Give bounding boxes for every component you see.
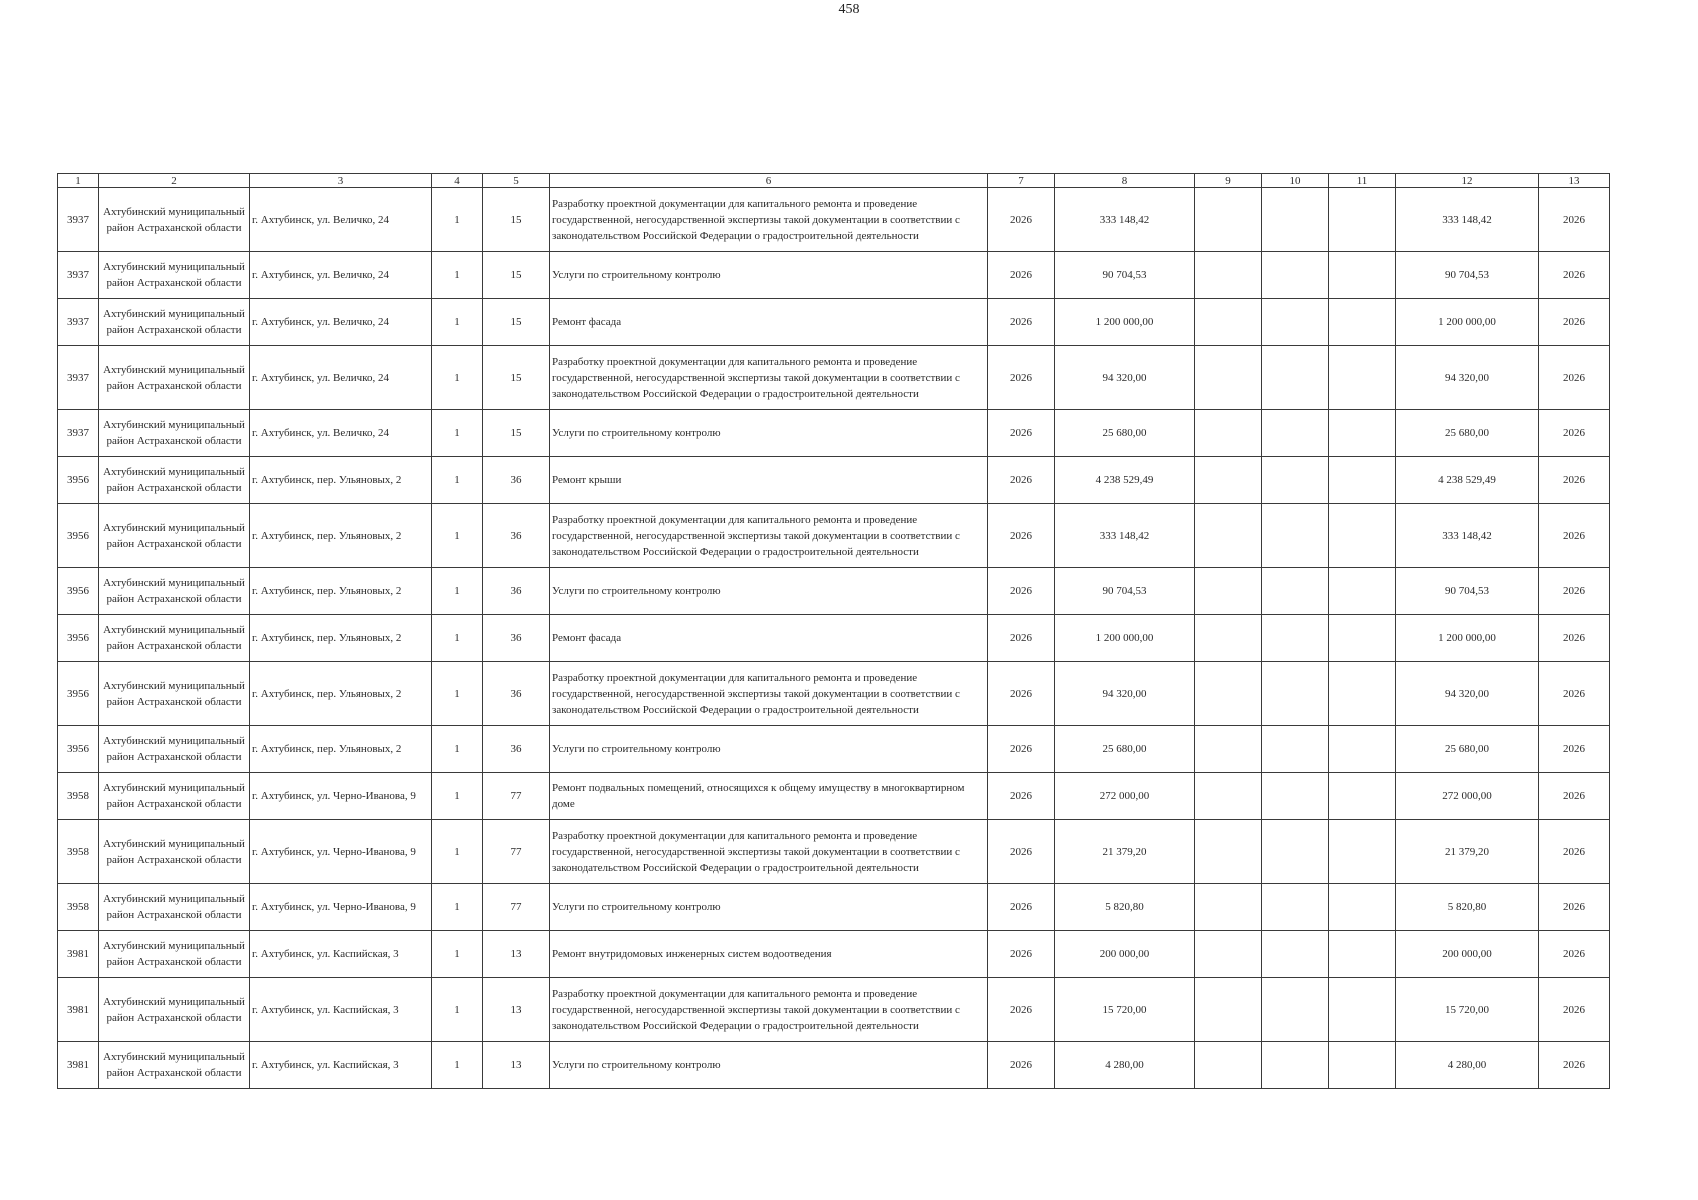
column-9-cell — [1195, 978, 1262, 1042]
column-10-cell — [1262, 931, 1329, 978]
address-cell: г. Ахтубинск, ул. Черно-Иванова, 9 — [250, 884, 432, 931]
column-5-cell: 36 — [483, 457, 550, 504]
column-header: 12 — [1396, 174, 1539, 188]
row-id-cell: 3937 — [58, 299, 99, 346]
column-9-cell — [1195, 346, 1262, 410]
column-5-cell: 36 — [483, 504, 550, 568]
column-11-cell — [1329, 884, 1396, 931]
year-cell: 2026 — [988, 252, 1055, 299]
amount-cell: 1 200 000,00 — [1055, 615, 1195, 662]
table-row — [58, 252, 1610, 299]
column-4-cell: 1 — [432, 346, 483, 410]
column-header: 8 — [1055, 174, 1195, 188]
column-9-cell — [1195, 773, 1262, 820]
year-cell: 2026 — [988, 299, 1055, 346]
column-5-cell: 13 — [483, 931, 550, 978]
column-number-row — [58, 174, 1610, 188]
end-year-cell: 2026 — [1539, 884, 1610, 931]
column-10-cell — [1262, 252, 1329, 299]
total-cell: 1 200 000,00 — [1396, 299, 1539, 346]
column-4-cell: 1 — [432, 504, 483, 568]
table-row — [58, 978, 1610, 1042]
amount-cell: 272 000,00 — [1055, 773, 1195, 820]
work-type-cell: Разработку проектной документации для капитального ремонта и проведение государственной, негосударственной экспертизы такой документации в соответствии с законодательством Российской Федерации о градостроительной деятельности — [550, 662, 988, 726]
column-11-cell — [1329, 978, 1396, 1042]
amount-cell: 90 704,53 — [1055, 568, 1195, 615]
year-cell: 2026 — [988, 884, 1055, 931]
column-header: 9 — [1195, 174, 1262, 188]
column-5-cell: 15 — [483, 410, 550, 457]
total-cell: 1 200 000,00 — [1396, 615, 1539, 662]
district-cell: Ахтубинский муниципальный район Астраханской области — [99, 188, 250, 252]
district-cell: Ахтубинский муниципальный район Астраханской области — [99, 820, 250, 884]
column-10-cell — [1262, 820, 1329, 884]
capital-repair-table — [57, 173, 1610, 1089]
total-cell: 21 379,20 — [1396, 820, 1539, 884]
end-year-cell: 2026 — [1539, 773, 1610, 820]
table-row — [58, 773, 1610, 820]
amount-cell: 4 280,00 — [1055, 1042, 1195, 1089]
year-cell: 2026 — [988, 188, 1055, 252]
column-4-cell: 1 — [432, 410, 483, 457]
year-cell: 2026 — [988, 457, 1055, 504]
column-4-cell: 1 — [432, 568, 483, 615]
amount-cell: 333 148,42 — [1055, 504, 1195, 568]
table-row — [58, 188, 1610, 252]
year-cell: 2026 — [988, 504, 1055, 568]
column-4-cell: 1 — [432, 252, 483, 299]
end-year-cell: 2026 — [1539, 662, 1610, 726]
column-10-cell — [1262, 457, 1329, 504]
total-cell: 15 720,00 — [1396, 978, 1539, 1042]
row-id-cell: 3937 — [58, 252, 99, 299]
address-cell: г. Ахтубинск, пер. Ульяновых, 2 — [250, 457, 432, 504]
column-4-cell: 1 — [432, 299, 483, 346]
column-11-cell — [1329, 820, 1396, 884]
column-11-cell — [1329, 457, 1396, 504]
end-year-cell: 2026 — [1539, 457, 1610, 504]
work-type-cell: Услуги по строительному контролю — [550, 410, 988, 457]
table-row — [58, 504, 1610, 568]
amount-cell: 21 379,20 — [1055, 820, 1195, 884]
amount-cell: 90 704,53 — [1055, 252, 1195, 299]
year-cell: 2026 — [988, 773, 1055, 820]
address-cell: г. Ахтубинск, пер. Ульяновых, 2 — [250, 662, 432, 726]
work-type-cell: Услуги по строительному контролю — [550, 252, 988, 299]
address-cell: г. Ахтубинск, ул. Каспийская, 3 — [250, 931, 432, 978]
end-year-cell: 2026 — [1539, 615, 1610, 662]
column-5-cell: 77 — [483, 773, 550, 820]
column-header: 3 — [250, 174, 432, 188]
column-9-cell — [1195, 884, 1262, 931]
amount-cell: 4 238 529,49 — [1055, 457, 1195, 504]
column-4-cell: 1 — [432, 884, 483, 931]
column-5-cell: 36 — [483, 662, 550, 726]
table-row — [58, 299, 1610, 346]
year-cell: 2026 — [988, 1042, 1055, 1089]
column-11-cell — [1329, 662, 1396, 726]
end-year-cell: 2026 — [1539, 978, 1610, 1042]
end-year-cell: 2026 — [1539, 726, 1610, 773]
amount-cell: 25 680,00 — [1055, 410, 1195, 457]
work-type-cell: Ремонт внутридомовых инженерных систем водоотведения — [550, 931, 988, 978]
column-header: 5 — [483, 174, 550, 188]
column-10-cell — [1262, 299, 1329, 346]
column-4-cell: 1 — [432, 188, 483, 252]
column-11-cell — [1329, 346, 1396, 410]
end-year-cell: 2026 — [1539, 252, 1610, 299]
column-9-cell — [1195, 410, 1262, 457]
total-cell: 94 320,00 — [1396, 662, 1539, 726]
row-id-cell: 3981 — [58, 1042, 99, 1089]
end-year-cell: 2026 — [1539, 188, 1610, 252]
total-cell: 90 704,53 — [1396, 252, 1539, 299]
address-cell: г. Ахтубинск, ул. Каспийская, 3 — [250, 978, 432, 1042]
column-10-cell — [1262, 568, 1329, 615]
column-10-cell — [1262, 346, 1329, 410]
work-type-cell: Ремонт крыши — [550, 457, 988, 504]
row-id-cell: 3937 — [58, 346, 99, 410]
end-year-cell: 2026 — [1539, 299, 1610, 346]
column-4-cell: 1 — [432, 1042, 483, 1089]
row-id-cell: 3937 — [58, 410, 99, 457]
address-cell: г. Ахтубинск, пер. Ульяновых, 2 — [250, 504, 432, 568]
address-cell: г. Ахтубинск, ул. Черно-Иванова, 9 — [250, 773, 432, 820]
year-cell: 2026 — [988, 410, 1055, 457]
row-id-cell: 3958 — [58, 884, 99, 931]
column-9-cell — [1195, 662, 1262, 726]
district-cell: Ахтубинский муниципальный район Астраханской области — [99, 410, 250, 457]
column-10-cell — [1262, 978, 1329, 1042]
total-cell: 4 280,00 — [1396, 1042, 1539, 1089]
work-type-cell: Услуги по строительному контролю — [550, 884, 988, 931]
column-4-cell: 1 — [432, 615, 483, 662]
district-cell: Ахтубинский муниципальный район Астраханской области — [99, 568, 250, 615]
district-cell: Ахтубинский муниципальный район Астраханской области — [99, 615, 250, 662]
column-4-cell: 1 — [432, 978, 483, 1042]
column-11-cell — [1329, 1042, 1396, 1089]
end-year-cell: 2026 — [1539, 346, 1610, 410]
column-header: 1 — [58, 174, 99, 188]
column-10-cell — [1262, 726, 1329, 773]
column-10-cell — [1262, 410, 1329, 457]
table-row — [58, 662, 1610, 726]
work-type-cell: Услуги по строительному контролю — [550, 568, 988, 615]
column-5-cell: 36 — [483, 568, 550, 615]
row-id-cell: 3956 — [58, 457, 99, 504]
total-cell: 4 238 529,49 — [1396, 457, 1539, 504]
year-cell: 2026 — [988, 662, 1055, 726]
column-11-cell — [1329, 773, 1396, 820]
table-row — [58, 1042, 1610, 1089]
column-header: 10 — [1262, 174, 1329, 188]
column-10-cell — [1262, 504, 1329, 568]
column-5-cell: 15 — [483, 252, 550, 299]
row-id-cell: 3956 — [58, 504, 99, 568]
table-row — [58, 820, 1610, 884]
end-year-cell: 2026 — [1539, 931, 1610, 978]
total-cell: 25 680,00 — [1396, 726, 1539, 773]
column-5-cell: 77 — [483, 884, 550, 931]
table-row — [58, 884, 1610, 931]
work-type-cell: Разработку проектной документации для капитального ремонта и проведение государственной, негосударственной экспертизы такой документации в соответствии с законодательством Российской Федерации о градостроительной деятельности — [550, 504, 988, 568]
district-cell: Ахтубинский муниципальный район Астраханской области — [99, 726, 250, 773]
amount-cell: 94 320,00 — [1055, 662, 1195, 726]
work-type-cell: Ремонт фасада — [550, 299, 988, 346]
address-cell: г. Ахтубинск, пер. Ульяновых, 2 — [250, 726, 432, 773]
table-row — [58, 615, 1610, 662]
work-type-cell: Ремонт подвальных помещений, относящихся к общему имуществу в многоквартирном доме — [550, 773, 988, 820]
column-9-cell — [1195, 1042, 1262, 1089]
work-type-cell: Разработку проектной документации для капитального ремонта и проведение государственной, негосударственной экспертизы такой документации в соответствии с законодательством Российской Федерации о градостроительной деятельности — [550, 820, 988, 884]
table-body — [58, 188, 1610, 1089]
column-11-cell — [1329, 726, 1396, 773]
end-year-cell: 2026 — [1539, 410, 1610, 457]
column-5-cell: 36 — [483, 726, 550, 773]
column-11-cell — [1329, 504, 1396, 568]
table-row — [58, 726, 1610, 773]
row-id-cell: 3956 — [58, 615, 99, 662]
year-cell: 2026 — [988, 615, 1055, 662]
column-4-cell: 1 — [432, 931, 483, 978]
district-cell: Ахтубинский муниципальный район Астраханской области — [99, 662, 250, 726]
address-cell: г. Ахтубинск, ул. Каспийская, 3 — [250, 1042, 432, 1089]
amount-cell: 333 148,42 — [1055, 188, 1195, 252]
row-id-cell: 3981 — [58, 931, 99, 978]
column-10-cell — [1262, 1042, 1329, 1089]
column-11-cell — [1329, 568, 1396, 615]
district-cell: Ахтубинский муниципальный район Астраханской области — [99, 1042, 250, 1089]
address-cell: г. Ахтубинск, пер. Ульяновых, 2 — [250, 615, 432, 662]
column-5-cell: 77 — [483, 820, 550, 884]
amount-cell: 94 320,00 — [1055, 346, 1195, 410]
column-10-cell — [1262, 615, 1329, 662]
work-type-cell: Разработку проектной документации для капитального ремонта и проведение государственной, негосударственной экспертизы такой документации в соответствии с законодательством Российской Федерации о градостроительной деятельности — [550, 188, 988, 252]
amount-cell: 1 200 000,00 — [1055, 299, 1195, 346]
column-11-cell — [1329, 410, 1396, 457]
column-9-cell — [1195, 931, 1262, 978]
end-year-cell: 2026 — [1539, 1042, 1610, 1089]
row-id-cell: 3956 — [58, 662, 99, 726]
year-cell: 2026 — [988, 568, 1055, 615]
column-10-cell — [1262, 662, 1329, 726]
row-id-cell: 3956 — [58, 726, 99, 773]
table-row — [58, 346, 1610, 410]
district-cell: Ахтубинский муниципальный район Астраханской области — [99, 299, 250, 346]
column-header: 13 — [1539, 174, 1610, 188]
total-cell: 94 320,00 — [1396, 346, 1539, 410]
table-row — [58, 931, 1610, 978]
column-11-cell — [1329, 931, 1396, 978]
column-11-cell — [1329, 299, 1396, 346]
column-5-cell: 15 — [483, 346, 550, 410]
column-10-cell — [1262, 773, 1329, 820]
column-9-cell — [1195, 299, 1262, 346]
column-9-cell — [1195, 504, 1262, 568]
total-cell: 5 820,80 — [1396, 884, 1539, 931]
amount-cell: 15 720,00 — [1055, 978, 1195, 1042]
column-5-cell: 13 — [483, 978, 550, 1042]
column-9-cell — [1195, 188, 1262, 252]
address-cell: г. Ахтубинск, ул. Величко, 24 — [250, 252, 432, 299]
end-year-cell: 2026 — [1539, 820, 1610, 884]
total-cell: 90 704,53 — [1396, 568, 1539, 615]
address-cell: г. Ахтубинск, ул. Величко, 24 — [250, 410, 432, 457]
district-cell: Ахтубинский муниципальный район Астраханской области — [99, 504, 250, 568]
year-cell: 2026 — [988, 931, 1055, 978]
column-9-cell — [1195, 726, 1262, 773]
table-row — [58, 568, 1610, 615]
address-cell: г. Ахтубинск, ул. Величко, 24 — [250, 346, 432, 410]
year-cell: 2026 — [988, 820, 1055, 884]
column-9-cell — [1195, 457, 1262, 504]
total-cell: 333 148,42 — [1396, 504, 1539, 568]
address-cell: г. Ахтубинск, ул. Черно-Иванова, 9 — [250, 820, 432, 884]
column-header: 11 — [1329, 174, 1396, 188]
row-id-cell: 3958 — [58, 773, 99, 820]
work-type-cell: Услуги по строительному контролю — [550, 1042, 988, 1089]
district-cell: Ахтубинский муниципальный район Астраханской области — [99, 978, 250, 1042]
column-11-cell — [1329, 615, 1396, 662]
column-9-cell — [1195, 568, 1262, 615]
column-9-cell — [1195, 820, 1262, 884]
address-cell: г. Ахтубинск, ул. Величко, 24 — [250, 188, 432, 252]
work-type-cell: Ремонт фасада — [550, 615, 988, 662]
column-4-cell: 1 — [432, 820, 483, 884]
year-cell: 2026 — [988, 346, 1055, 410]
column-10-cell — [1262, 884, 1329, 931]
column-5-cell: 15 — [483, 188, 550, 252]
total-cell: 25 680,00 — [1396, 410, 1539, 457]
column-4-cell: 1 — [432, 773, 483, 820]
district-cell: Ахтубинский муниципальный район Астраханской области — [99, 457, 250, 504]
end-year-cell: 2026 — [1539, 504, 1610, 568]
column-header: 2 — [99, 174, 250, 188]
column-header: 6 — [550, 174, 988, 188]
district-cell: Ахтубинский муниципальный район Астраханской области — [99, 773, 250, 820]
end-year-cell: 2026 — [1539, 568, 1610, 615]
total-cell: 272 000,00 — [1396, 773, 1539, 820]
amount-cell: 200 000,00 — [1055, 931, 1195, 978]
page-number: 458 — [838, 2, 860, 17]
column-10-cell — [1262, 188, 1329, 252]
work-type-cell: Разработку проектной документации для капитального ремонта и проведение государственной, негосударственной экспертизы такой документации в соответствии с законодательством Российской Федерации о градостроительной деятельности — [550, 346, 988, 410]
column-header: 7 — [988, 174, 1055, 188]
column-4-cell: 1 — [432, 457, 483, 504]
row-id-cell: 3937 — [58, 188, 99, 252]
amount-cell: 5 820,80 — [1055, 884, 1195, 931]
district-cell: Ахтубинский муниципальный район Астраханской области — [99, 931, 250, 978]
table-row — [58, 457, 1610, 504]
column-11-cell — [1329, 188, 1396, 252]
column-9-cell — [1195, 252, 1262, 299]
work-type-cell: Разработку проектной документации для капитального ремонта и проведение государственной, негосударственной экспертизы такой документации в соответствии с законодательством Российской Федерации о градостроительной деятельности — [550, 978, 988, 1042]
district-cell: Ахтубинский муниципальный район Астраханской области — [99, 346, 250, 410]
column-9-cell — [1195, 615, 1262, 662]
address-cell: г. Ахтубинск, пер. Ульяновых, 2 — [250, 568, 432, 615]
row-id-cell: 3981 — [58, 978, 99, 1042]
column-5-cell: 13 — [483, 1042, 550, 1089]
column-header: 4 — [432, 174, 483, 188]
row-id-cell: 3956 — [58, 568, 99, 615]
district-cell: Ахтубинский муниципальный район Астраханской области — [99, 884, 250, 931]
work-type-cell: Услуги по строительному контролю — [550, 726, 988, 773]
column-11-cell — [1329, 252, 1396, 299]
column-5-cell: 15 — [483, 299, 550, 346]
address-cell: г. Ахтубинск, ул. Величко, 24 — [250, 299, 432, 346]
year-cell: 2026 — [988, 978, 1055, 1042]
column-4-cell: 1 — [432, 726, 483, 773]
total-cell: 200 000,00 — [1396, 931, 1539, 978]
column-4-cell: 1 — [432, 662, 483, 726]
total-cell: 333 148,42 — [1396, 188, 1539, 252]
amount-cell: 25 680,00 — [1055, 726, 1195, 773]
table-row — [58, 410, 1610, 457]
column-5-cell: 36 — [483, 615, 550, 662]
year-cell: 2026 — [988, 726, 1055, 773]
row-id-cell: 3958 — [58, 820, 99, 884]
district-cell: Ахтубинский муниципальный район Астраханской области — [99, 252, 250, 299]
